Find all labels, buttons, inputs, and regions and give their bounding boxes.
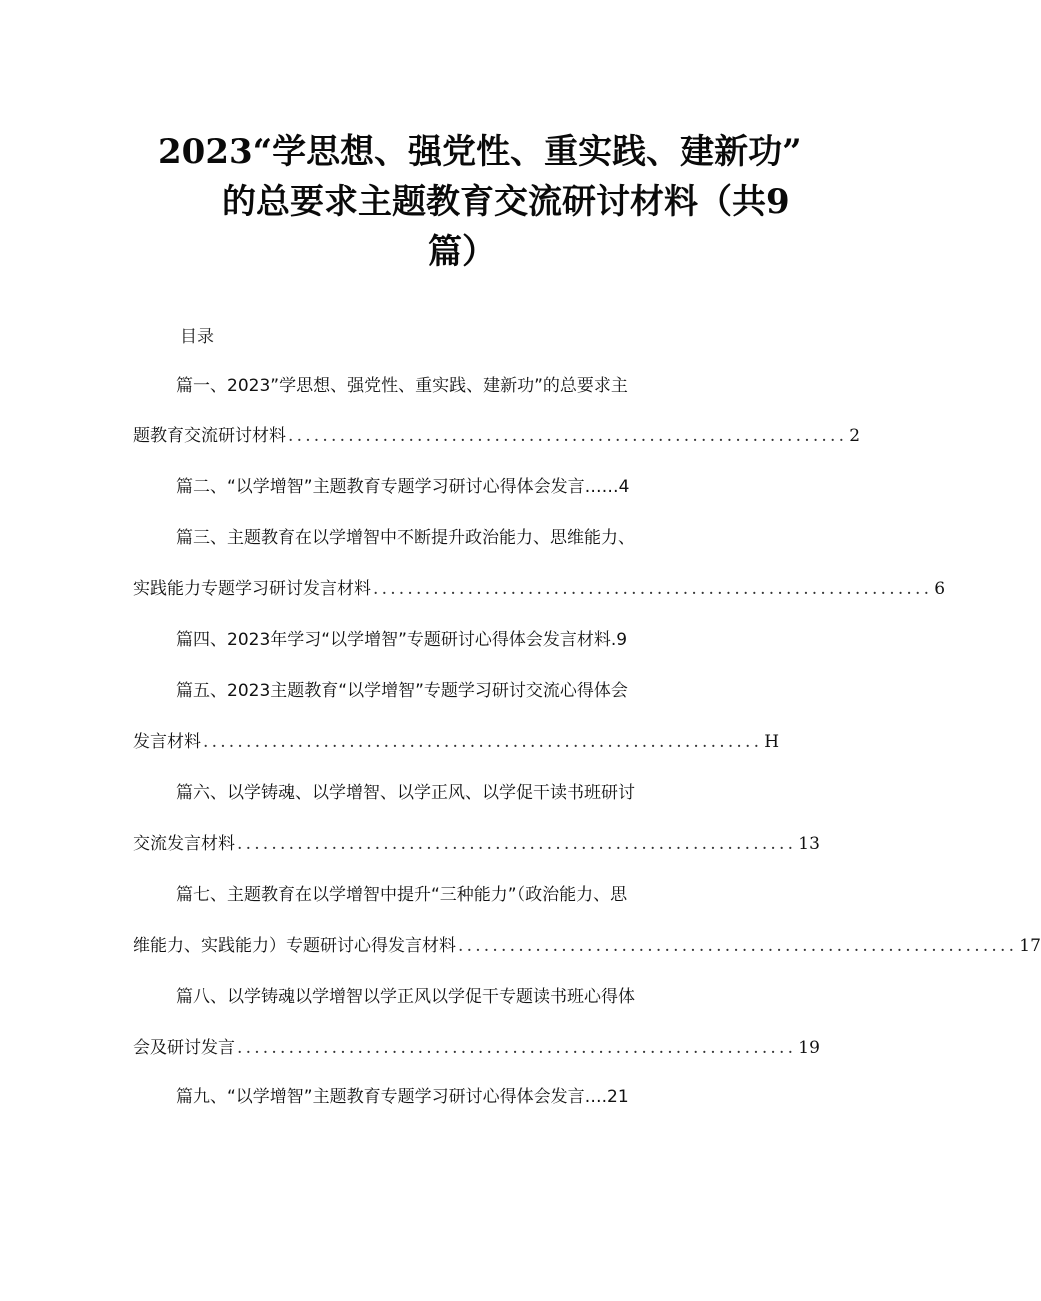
toc-entry-8-line-1: 篇八、以学铸魂以学增智以学正风以学促干专题读书班心得体 [176, 987, 635, 1007]
title-line-1: 2023“学思想、强党性、重实践、建新功” [158, 132, 802, 172]
toc-entry-5-line-1: 篇五、2023主题教育“以学增智”专题学习研讨交流心得体会 [176, 681, 628, 701]
toc-entry-7-text: 维能力、实践能力）专题研讨心得发言材料 [133, 936, 456, 956]
toc-entry-1-line-1: 篇一、2023”学思想、强党性、重实践、建新功”的总要求主 [176, 376, 628, 396]
toc-entry-6-text: 交流发言材料 [133, 834, 235, 854]
toc-entry-1-page: 2 [849, 426, 861, 446]
toc-entry-1-text: 题教育交流研讨材料 [133, 426, 286, 446]
toc-entry-7-line-1: 篇七、主题教育在以学增智中提升“三种能力”（政治能力、思 [176, 885, 628, 905]
toc-entry-9: 篇九、“以学增智”主题教育专题学习研讨心得体会发言….21 [176, 1087, 629, 1107]
toc-entry-5-page: H [764, 732, 780, 752]
toc-entry-7-page: 17 [1019, 936, 1041, 956]
toc-entry-5-text: 发言材料 [133, 732, 201, 752]
toc-entry-3-line-2 [133, 577, 946, 601]
toc-entry-5-line-2 [133, 730, 780, 754]
dot-leader: ................................................................. [203, 732, 763, 752]
dot-leader: ................................................................. [237, 1038, 797, 1058]
dot-leader: ................................................................. [373, 579, 933, 599]
toc-entry-4: 篇四、2023年学习“以学增智”专题研讨心得体会发言材料.9 [176, 630, 628, 650]
toc-entry-8-page: 19 [798, 1038, 820, 1058]
toc-entry-1-line-2 [133, 424, 861, 448]
toc-heading: 目录 [180, 327, 214, 347]
toc-entry-8-line-2 [133, 1036, 820, 1060]
toc-entry-7-line-2 [133, 934, 1041, 958]
toc-entry-3-line-1: 篇三、主题教育在以学增智中不断提升政治能力、思维能力、 [176, 528, 635, 548]
dot-leader: ................................................................. [288, 426, 848, 446]
dot-leader: ................................................................. [237, 834, 797, 854]
title-line-3: 篇） [428, 232, 496, 272]
toc-entry-3-text: 实践能力专题学习研讨发言材料 [133, 579, 371, 599]
toc-entry-2: 篇二、“以学增智”主题教育专题学习研讨心得体会发言……4 [176, 477, 630, 497]
title-line-2: 的总要求主题教育交流研讨材料（共9 [222, 182, 790, 222]
toc-entry-6-page: 13 [798, 834, 820, 854]
toc-entry-3-page: 6 [934, 579, 946, 599]
toc-entry-6-line-1: 篇六、以学铸魂、以学增智、以学正风、以学促干读书班研讨 [176, 783, 635, 803]
toc-entry-6-line-2 [133, 832, 820, 856]
toc-entry-8-text: 会及研讨发言 [133, 1038, 235, 1058]
dot-leader: ................................................................. [458, 936, 1018, 956]
